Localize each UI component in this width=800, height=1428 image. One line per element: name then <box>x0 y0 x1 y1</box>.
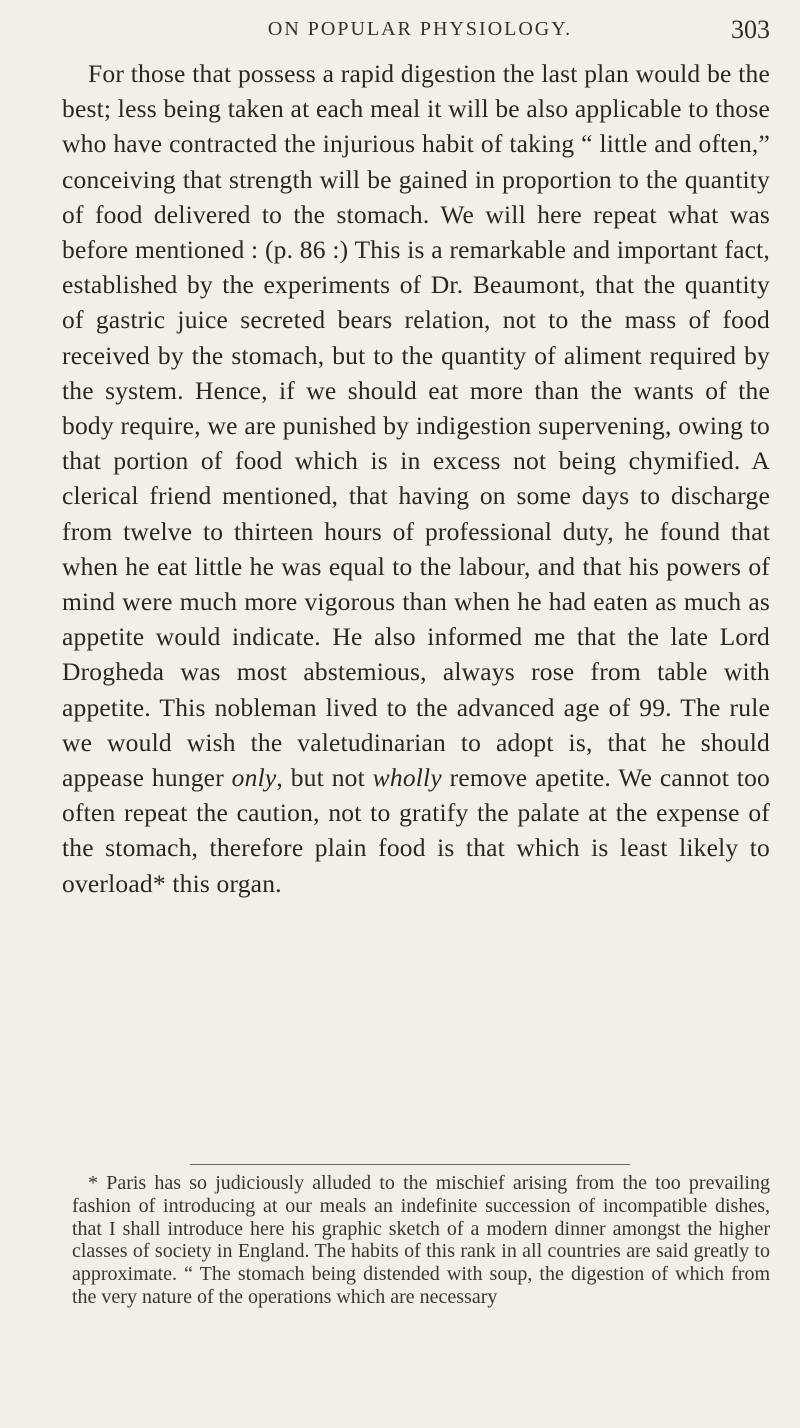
main-body-text <box>62 56 770 901</box>
running-header <box>0 12 800 46</box>
paragraph-text-part-2: , but not <box>276 763 373 793</box>
main-paragraph <box>62 56 770 901</box>
footnote-text: * Paris has so judiciously alluded to the mischief arising from the too prevailing fashion of introducing at our meals an indefinite succession of incompatible dishes, that I shall introduce here his graphic sketch of a modern dinner amongst the higher classes of society in England. The habits of this rank in all countries are said greatly to approximate. “ The stomach being distended with soup, the digestion of which from the very nature of the operations which are necessary <box>72 1172 770 1308</box>
page-number: 303 <box>731 15 770 44</box>
footnote-divider <box>190 1164 630 1165</box>
footnote <box>72 1172 770 1309</box>
italic-word-only: only <box>231 763 277 793</box>
italic-word-wholly: wholly <box>372 763 442 793</box>
paragraph-text-part-3: remove apetite. We cannot too often repeat the caution, not to gratify the palate at the expense of the stomach, therefore plain food is that which is least likely to overload* this organ. <box>62 763 770 898</box>
paragraph-text-part-1: For those that possess a rapid digestion the last plan would be the best; less being taken at each meal it will be also applicable to those who have contracted the injurious habit of taking “ little and often,” conceiving that strength will be gained in proportion to the quantity of food delivered to the stomach. We will here repeat what was before mentioned : (p. 86 :) This is a remarkable and important fact, established by the experiments of Dr. Beaumont, that the quantity of gastric juice secreted bears relation, not to the mass of food received by the stomach, but to the quantity of aliment required by the system. Hence, if we should eat more than the wants of the body require, we are punished by indigestion supervening, owing to that portion of food which is in excess not being chymified. A clerical friend mentioned, that having on some days to discharge from twelve to thirteen hours of professional duty, he found that when he eat little he was equal to the labour, and that his powers of mind were much more vigorous than when he had eaten as much as appetite would indicate. He also informed me that the late Lord Drogheda was most abstemious, always rose from table with appetite. This nobleman lived to the advanced age of 99. The rule we would wish the valetudinarian to adopt is, that he should appease hunger <box>62 59 770 793</box>
running-title: ON POPULAR PHYSIOLOGY. <box>267 18 573 40</box>
